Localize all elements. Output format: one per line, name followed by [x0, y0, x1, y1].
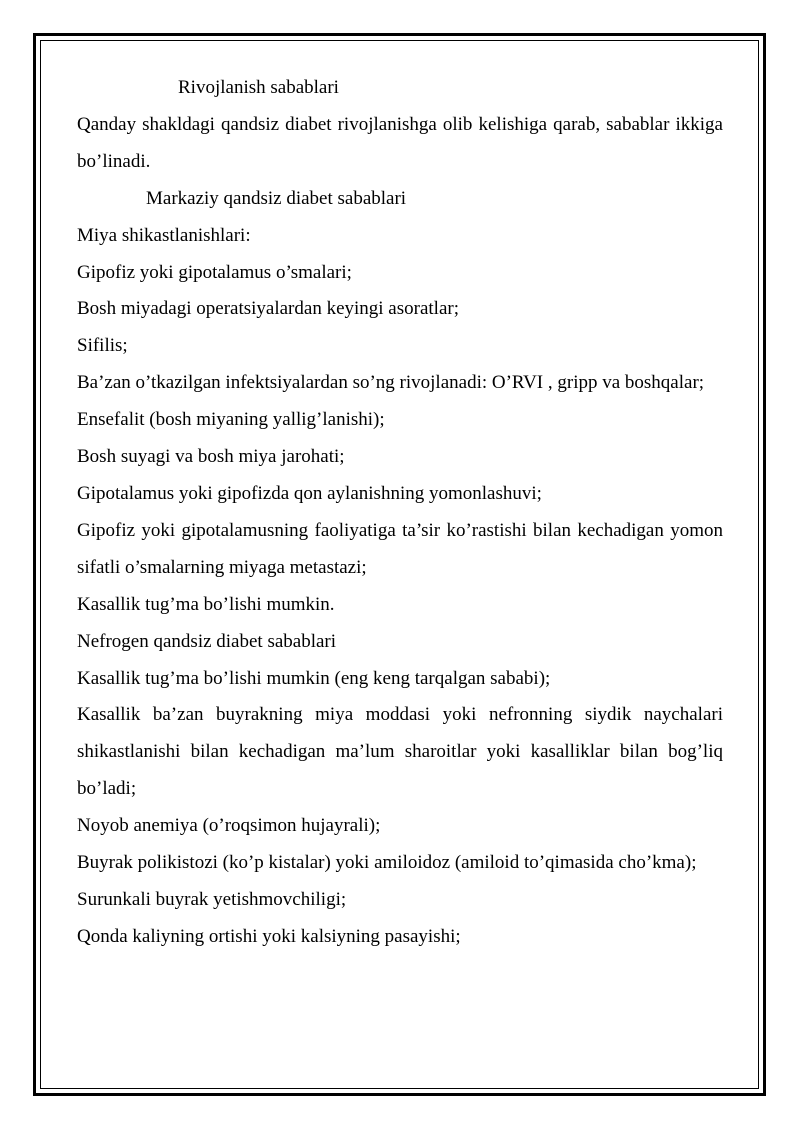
list-item: Sifilis;	[77, 335, 128, 357]
document-body	[77, 70, 723, 956]
list-item: Gipotalamus yoki gipofizda qon aylanishning yomonlashuvi;	[77, 482, 542, 504]
list-item: Kasallik tug’ma bo’lishi mumkin.	[77, 593, 335, 615]
list-item: Qonda kaliyning ortishi yoki kalsiyning pasayishi;	[77, 925, 461, 947]
list-item: Gipofiz yoki gipotalamus o’smalari;	[77, 261, 352, 283]
list-item: Bosh miyadagi operatsiyalardan keyingi asoratlar;	[77, 298, 459, 320]
list-item: Miya shikastlanishlari:	[77, 224, 251, 246]
nephrogenic-section-heading: Nefrogen qandsiz diabet sabablari	[77, 630, 337, 652]
list-item: Bosh suyagi va bosh miya jarohati;	[77, 446, 345, 468]
list-item: Ba’zan o’tkazilgan infektsiyalardan so’ng rivojlanadi: O’RVI , gripp va boshqalar;	[77, 372, 705, 394]
list-item: Noyob anemiya (o’roqsimon hujayrali);	[77, 815, 381, 837]
section-title: Rivojlanish sabablari	[178, 77, 339, 98]
list-item: Gipofiz yoki gipotalamusning faoliyatiga ta’sir ko’rastishi bilan kechadigan yomon sifatli o’smalarning miyaga metastazi;	[77, 519, 723, 578]
central-section-heading: Markaziy qandsiz diabet sabablari	[146, 187, 407, 209]
list-item: Buyrak polikistozi (ko’p kistalar) yoki amiloidoz (amiloid to’qimasida cho’kma);	[77, 852, 697, 874]
list-item: Kasallik tug’ma bo’lishi mumkin (eng keng tarqalgan sababi);	[77, 667, 551, 689]
list-item: Ensefalit (bosh miyaning yallig’lanishi);	[77, 409, 385, 431]
intro-paragraph: Qanday shakldagi qandsiz diabet rivojlanishga olib kelishiga qarab, sabablar ikkiga bo’linadi.	[77, 113, 723, 172]
list-item: Kasallik ba’zan buyrakning miya moddasi yoki nefronning siydik naychalari shikastlanishi bilan kechadigan ma’lum sharoitlar yoki kasalliklar bilan bog’liq bo’ladi;	[77, 704, 723, 800]
list-item: Surunkali buyrak yetishmovchiligi;	[77, 888, 347, 910]
